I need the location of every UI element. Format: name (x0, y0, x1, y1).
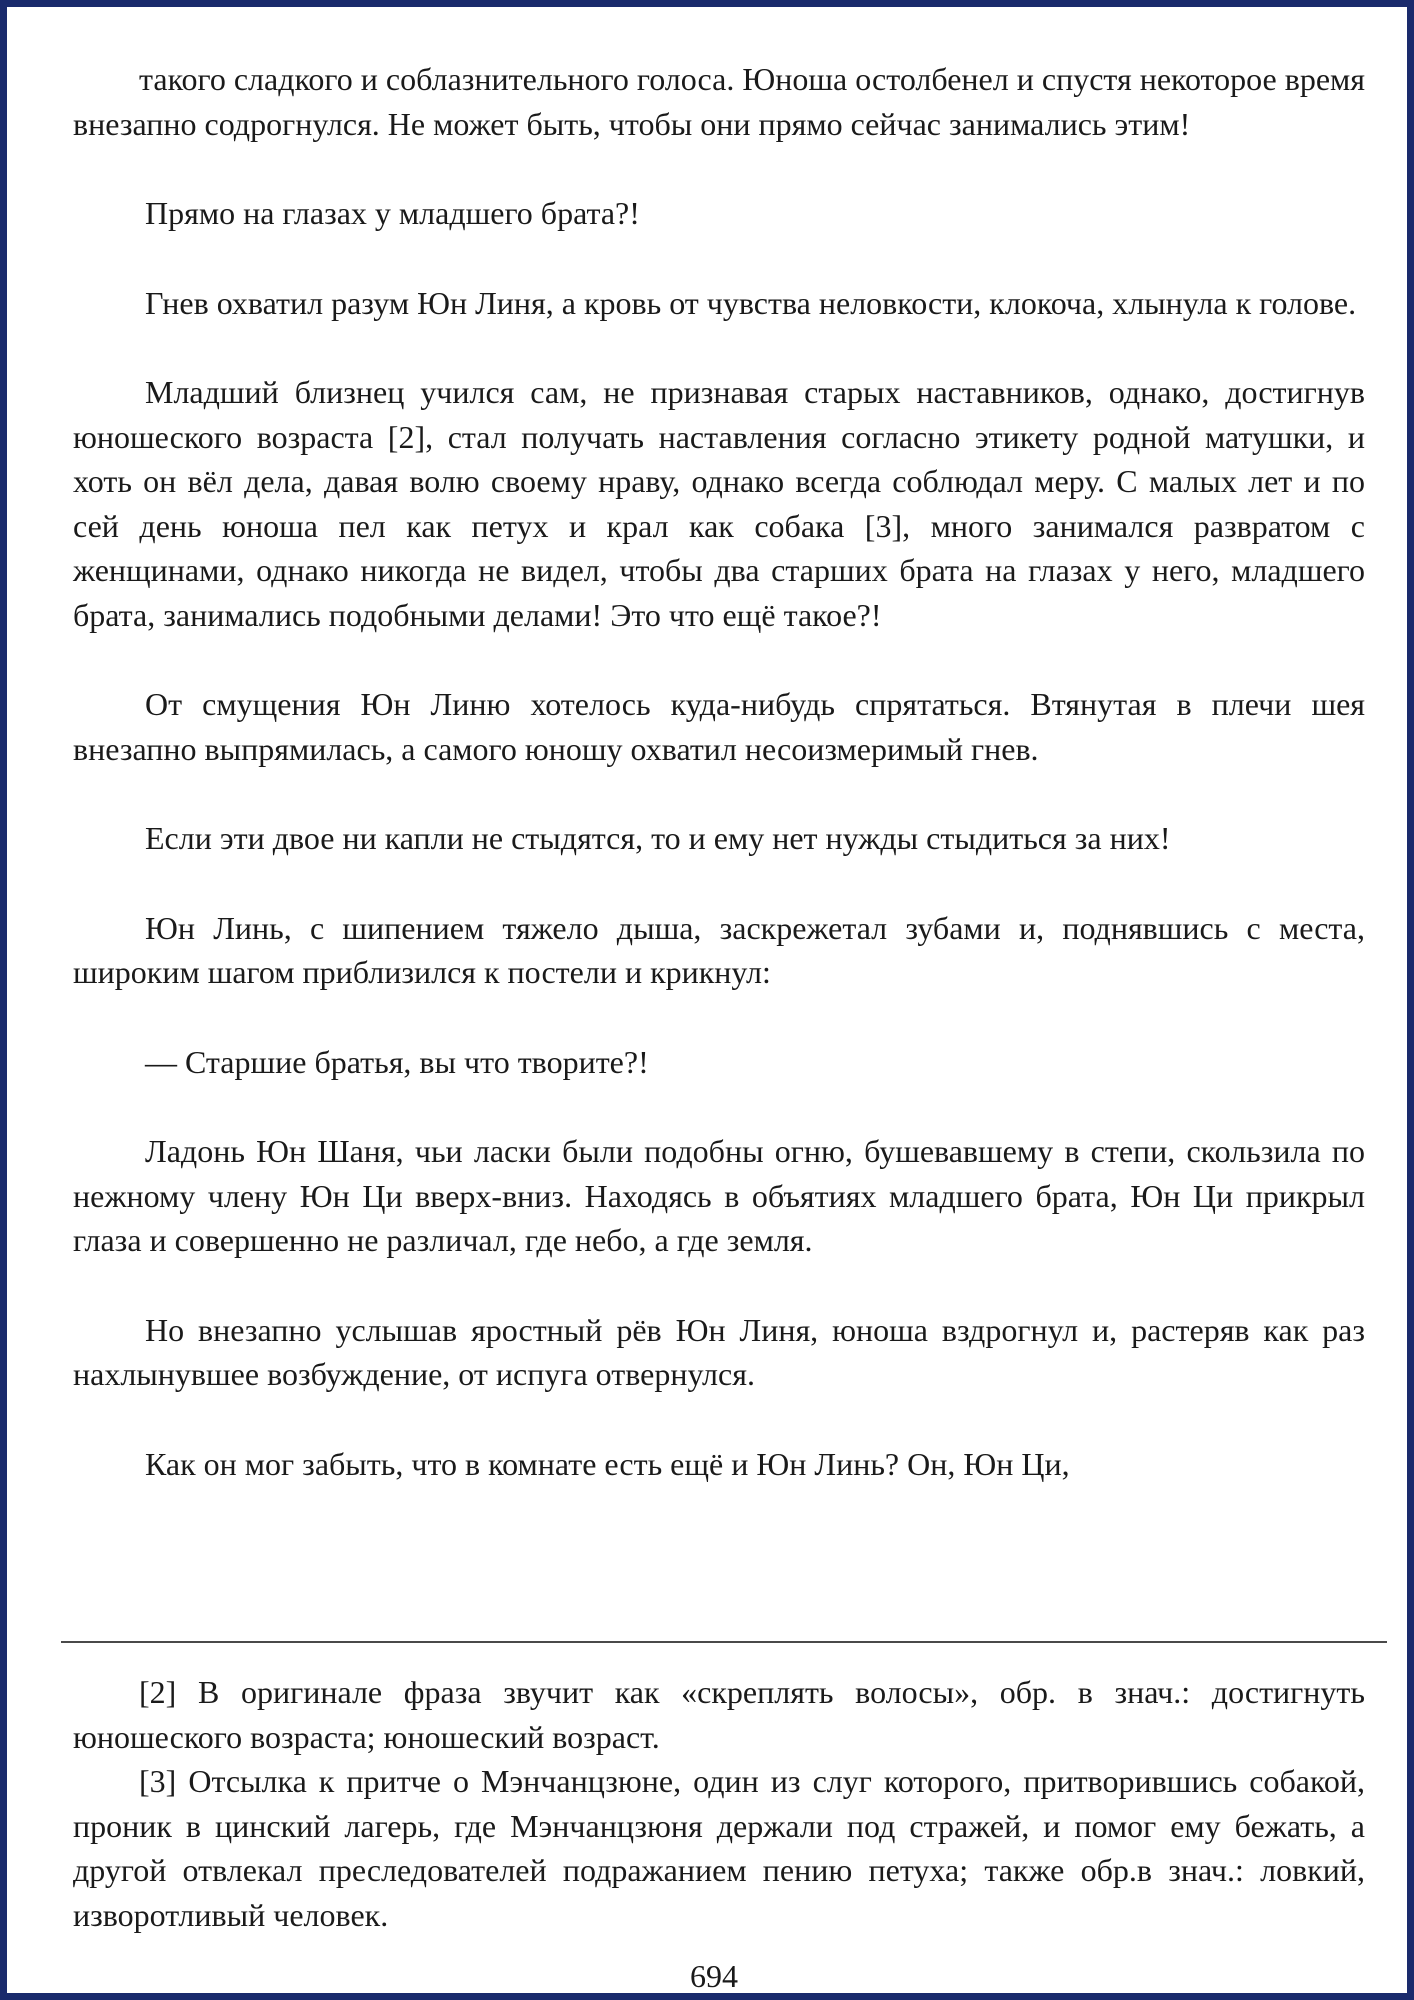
footnotes (73, 1670, 1365, 1937)
paragraph-5: От смущения Юн Линю хотелось куда-нибудь спрятаться. Втянутая в плечи шея внезапно выпрямилась, а самого юношу охватил несоизмеримый гнев. (73, 686, 1365, 767)
paragraph-3: Гнев охватил разум Юн Линя, а кровь от чувства неловкости, клокоча, хлынула к голове. (145, 284, 1357, 321)
paragraph-1: такого сладкого и соблазнительного голоса. Юноша остолбенел и спустя некоторое время внезапно содрогнулся. Не может быть, чтобы они прямо сейчас занимались этим! (73, 61, 1365, 142)
footnote-2: [2] В оригинале фраза звучит как «скреплять волосы», обр. в знач.: достигнуть юношеского возраста; юношеский возраст. (73, 1674, 1365, 1755)
paragraph-2: Прямо на глазах у младшего брата?! (145, 195, 640, 231)
paragraph-9: Ладонь Юн Шаня, чьи ласки были подобны огню, бушевавшему в степи, скользила по нежному члену Юн Ци вверх-вниз. Находясь в объятиях младшего брата, Юн Ци прикрыл глаза и совершенно не различал, где небо, а где земля. (73, 1133, 1365, 1258)
paragraph-6: Если эти двое ни капли не стыдятся, то и ему нет нужды стыдиться за них! (145, 820, 1171, 856)
paragraph-7: Юн Линь, с шипением тяжело дыша, заскрежетал зубами и, поднявшись с места, широким шагом приблизился к постели и крикнул: (73, 909, 1365, 990)
paragraph-11: Как он мог забыть, что в комнате есть ещё и Юн Линь? Он, Юн Ци, (145, 1445, 1070, 1482)
paragraph-4: Младший близнец учился сам, не признавая старых наставников, однако, достигнув юношеского возраста [2], стал получать наставления согласно этикету родной матушки, и хоть он вёл дела, давая волю своему нраву, однако всегда соблюдал меру. С малых лет и по сей день юноша пел как петух и крал как собака [3], много занимался развратом с женщинами, однако никогда не видел, чтобы два старших брата на глазах у него, младшего брата, занимались подобными делами! Это что ещё такое?! (73, 374, 1365, 633)
body-text (73, 57, 1365, 1486)
footnote-3: [3] Отсылка к притче о Мэнчанцзюне, один из слуг которого, притворившись собакой, проник в цинский лагерь, где Мэнчанцзюня держали под стражей, и помог ему бежать, а другой отвлекал преследователей подражанием пению петуха; также обр.в знач.: ловкий, изворотливый человек. (73, 1763, 1365, 1933)
page-number: 694 (690, 1958, 738, 1994)
footnote-divider (61, 1641, 1387, 1643)
paragraph-8: — Старшие братья, вы что творите?! (145, 1043, 649, 1080)
paragraph-10: Но внезапно услышав яростный рёв Юн Линя, юноша вздрогнул и, растеряв как раз нахлынувшее возбуждение, от испуга отвернулся. (73, 1311, 1365, 1392)
